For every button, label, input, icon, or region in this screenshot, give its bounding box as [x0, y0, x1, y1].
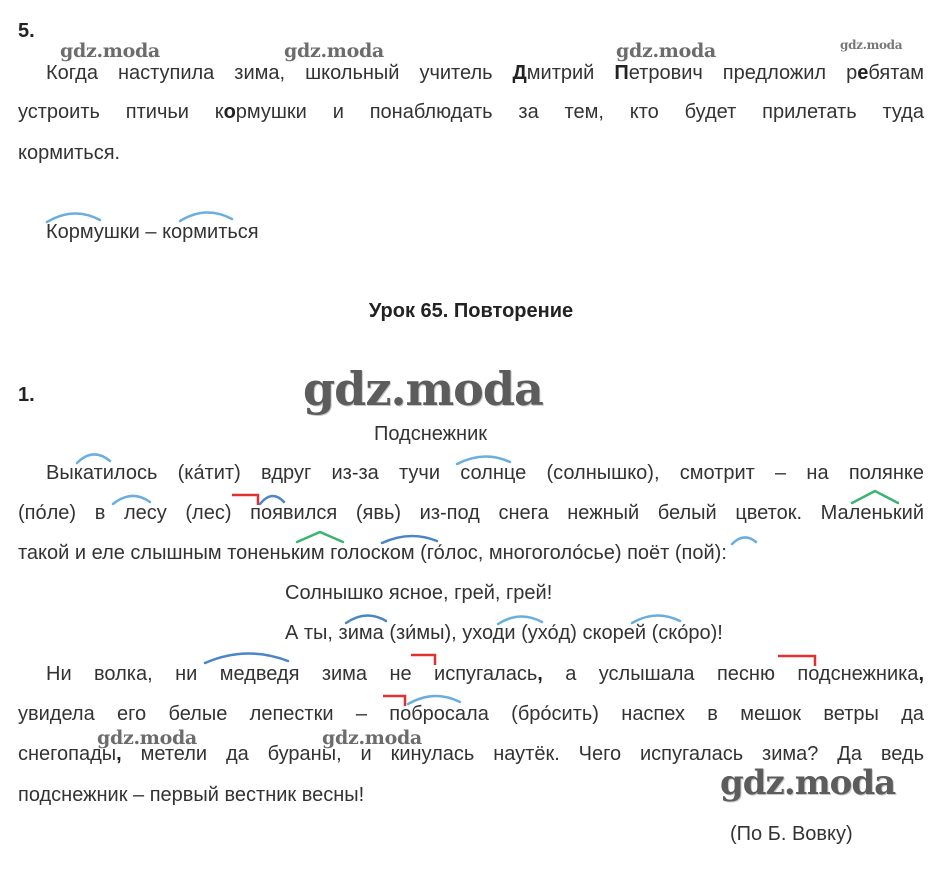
- paragraph-1-line-1: Выкатилось (ка́тит) вдруг из-за тучи солнце (солнышко), смотрит – на полянке: [46, 462, 924, 484]
- lesson-title: Урок 65. Повторение: [368, 300, 574, 322]
- root-arc: [260, 496, 284, 504]
- root-arc: [47, 213, 100, 222]
- text-title: Подснежник: [374, 423, 488, 445]
- root-arc: [77, 454, 110, 463]
- attribution: (По Б. Вовку): [730, 823, 853, 845]
- watermark: gdz.moda: [616, 40, 716, 62]
- paragraph-5-line-2: устроить птичьи кормушки и понаблюдать за тем, кто будет прилетать туда: [18, 101, 924, 123]
- watermark: gdz.moda: [284, 40, 384, 62]
- watermark: gdz.moda: [97, 727, 197, 749]
- paragraph-2-line-2: увидела его белые лепестки – побросала (бро́сить) наспех в мешок ветры да: [18, 703, 924, 725]
- watermark: gdz.moda: [840, 38, 903, 52]
- paragraph-2-line-3: снегопады, метели да бураны, и кинулась наутёк. Чего испугалась зима? Да ведь: [18, 743, 924, 765]
- paragraph-2-line-1: Ни волка, ни медведя зима не испугалась, а услышала песню подснежника,: [46, 663, 924, 685]
- root-arc: [382, 536, 437, 543]
- root-arc: [205, 653, 288, 663]
- poem-line-1: Солнышко ясное, грей, грей!: [285, 582, 553, 604]
- watermark: gdz.moda: [322, 727, 422, 749]
- root-arc: [113, 496, 150, 504]
- root-arc: [632, 615, 680, 623]
- root-arc: [180, 212, 232, 221]
- root-green-cap: [297, 532, 343, 542]
- root-arc: [408, 696, 460, 704]
- root-arc: [346, 615, 386, 623]
- root-arc: [732, 537, 756, 544]
- paragraph-2-line-4: подснежник – первый вестник весны!: [18, 784, 365, 806]
- exercise-number-1: 1.: [18, 384, 35, 406]
- root-arc: [457, 456, 510, 464]
- poem-line-2: А ты, зима (зи́мы), уходи (ухо́д) скорей (ско́ро)!: [285, 622, 723, 644]
- root-green-cap: [852, 491, 898, 503]
- watermark-large: gdz.moda: [303, 362, 543, 416]
- exercise-number-5: 5.: [18, 20, 35, 42]
- paragraph-5-line-3: кормиться.: [18, 142, 121, 164]
- watermark-medium: gdz.moda: [720, 763, 896, 803]
- suffix-mark: [383, 696, 405, 706]
- suffix-mark: [232, 495, 258, 505]
- suffix-mark: [411, 655, 435, 665]
- watermark: gdz.moda: [60, 40, 160, 62]
- root-arc: [498, 616, 542, 624]
- suffix-mark: [778, 656, 815, 666]
- paragraph-1-line-2: (по́ле) в лесу (лес) появился (явь) из-под снега нежный белый цветок. Маленький: [18, 502, 924, 524]
- paragraph-1-line-3: такой и еле слышным тоненьким голоском (го́лос, многоголо́сье) поёт (пой):: [18, 542, 727, 564]
- related-words: Кормушки – кормиться: [46, 221, 259, 243]
- paragraph-5-line-1: Когда наступила зима, школьный учитель Дмитрий Петрович предложил ребятам: [46, 62, 925, 84]
